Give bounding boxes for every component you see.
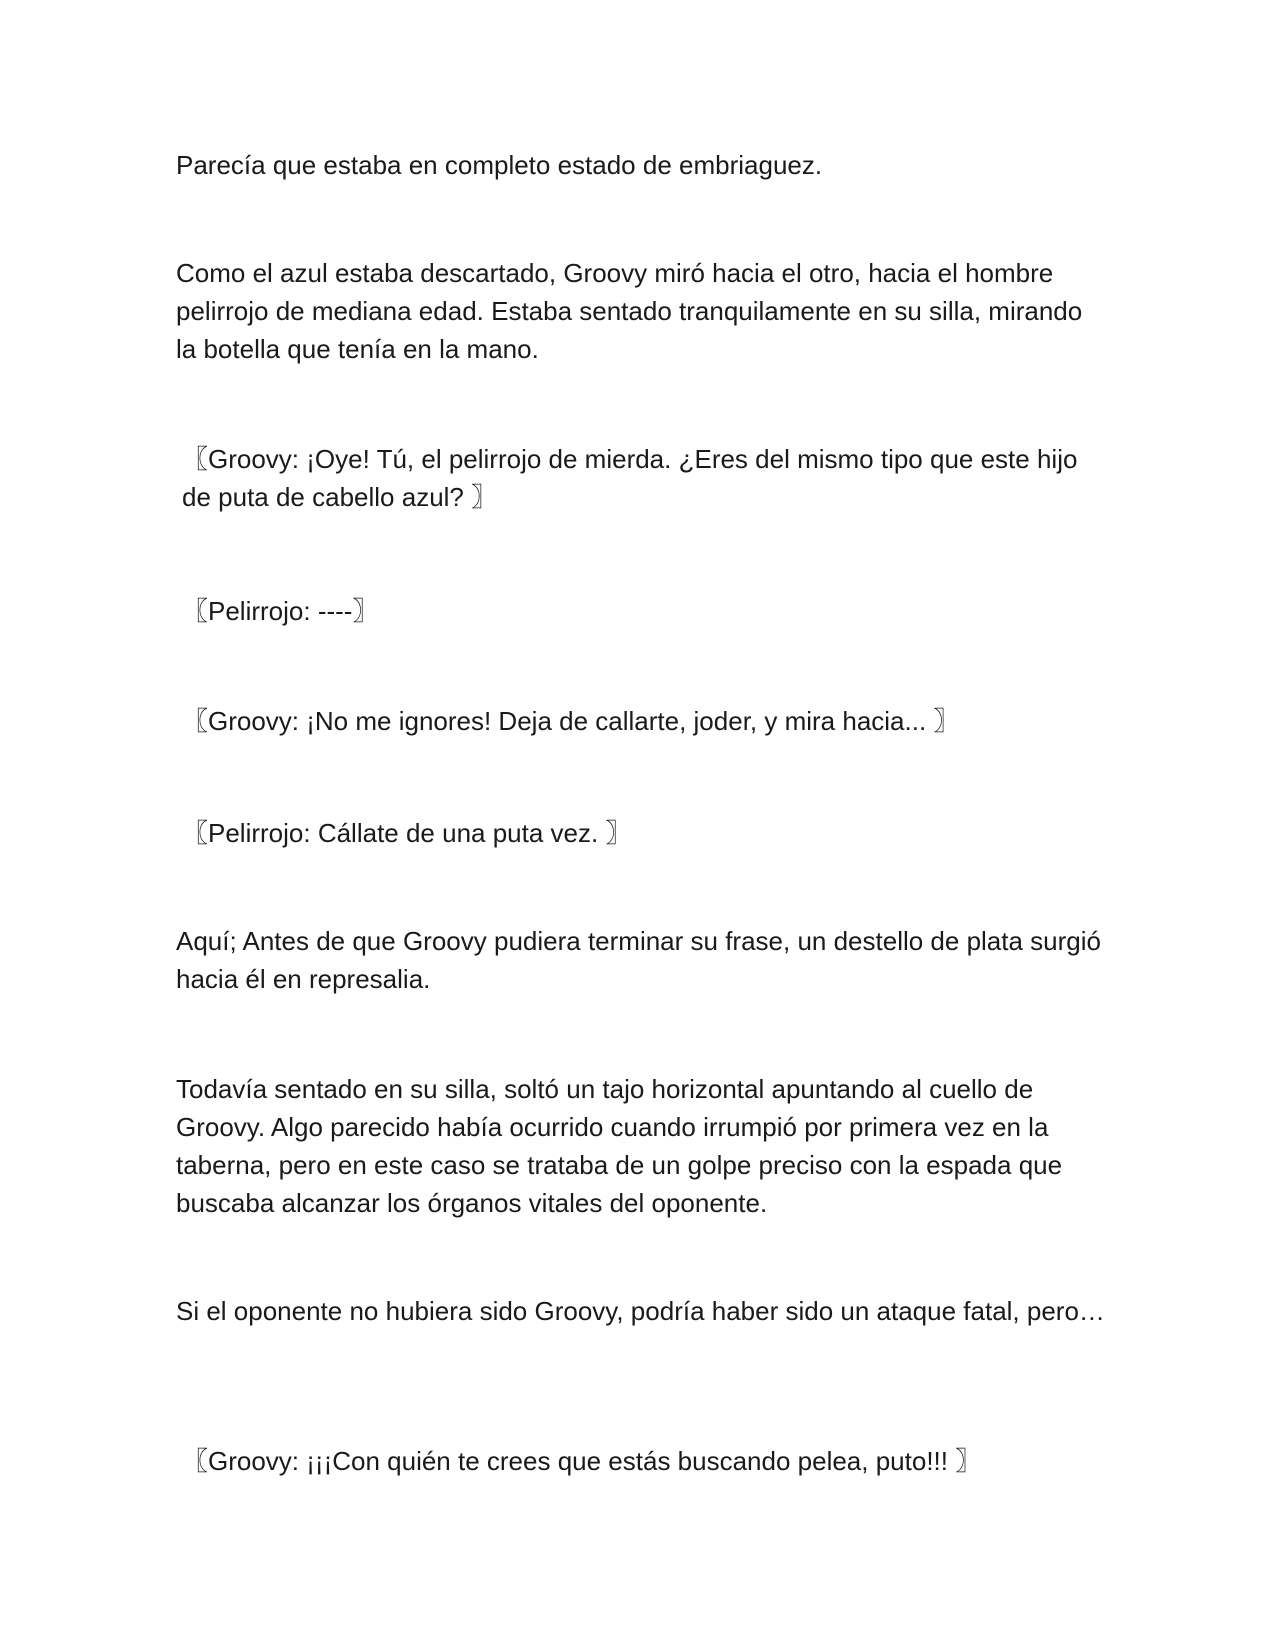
dialogue-pelirrojo-1: 〖Pelirrojo: ----〗 xyxy=(182,596,379,626)
paragraph-narration-3: Si el oponente no hubiera sido Groovy, podría haber sido un ataque fatal, pero… xyxy=(176,1296,1105,1326)
dialogue-pelirrojo-2: 〖Pelirrojo: Cállate de una puta vez. 〗 xyxy=(182,818,632,848)
dialogue-groovy-3: 〖Groovy: ¡¡¡Con quién te crees que estás buscando pelea, puto!!! 〗 xyxy=(182,1446,982,1476)
paragraph-1: Parecía que estaba en completo estado de embriaguez. xyxy=(176,150,823,180)
dialogue-groovy-2: 〖Groovy: ¡No me ignores! Deja de callarte, joder, y mira hacia... 〗 xyxy=(182,706,960,736)
dialogue-groovy-1: 〖Groovy: ¡Oye! Tú, el pelirrojo de mierda. ¿Eres del mismo tipo que este hijo de puta de cabello azul? 〗 xyxy=(182,444,1078,512)
paragraph-narration-1: Aquí; Antes de que Groovy pudiera terminar su frase, un destello de plata surgió hacia él en represalia. xyxy=(176,926,1101,994)
paragraph-narration-2: Todavía sentado en su silla, soltó un tajo horizontal apuntando al cuello de Groovy. Algo parecido había ocurrido cuando irrumpió por primera vez en la taberna, pero en este caso se trataba de un golpe preciso con la espada que buscaba alcanzar los órganos vitales del oponente. xyxy=(176,1074,1063,1218)
paragraph-2: Como el azul estaba descartado, Groovy miró hacia el otro, hacia el hombre pelirrojo de mediana edad. Estaba sentado tranquilamente en su silla, mirando la botella que tenía en la mano. xyxy=(176,258,1083,364)
